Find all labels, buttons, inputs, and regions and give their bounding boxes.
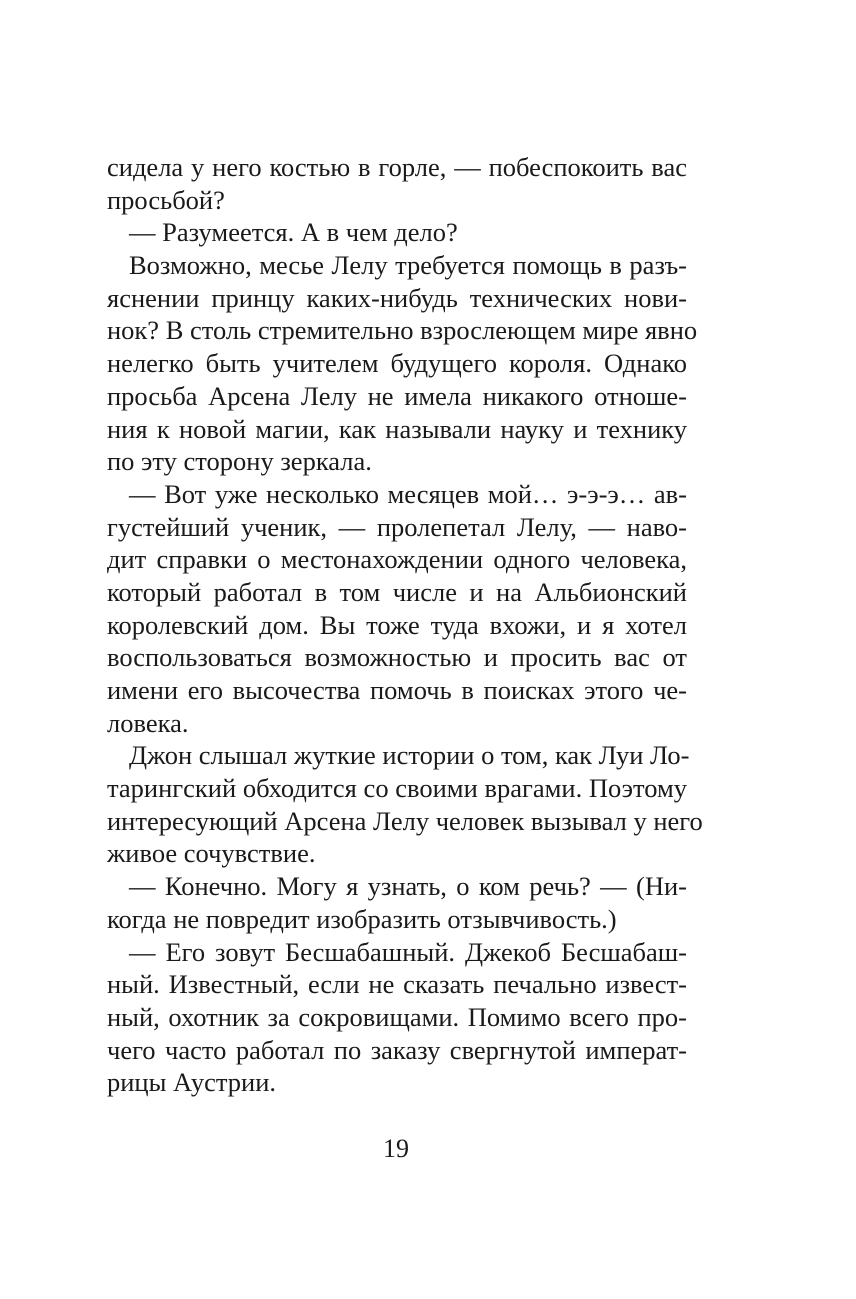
text-line: ния к новой магии, как называли науку и технику <box>107 413 687 444</box>
text-line: ный, охотник за сокровищами. Помимо всего про- <box>107 1001 687 1032</box>
text-line: имени его высочества помочь в поисках этого че- <box>107 675 687 705</box>
text-line: просьбой? <box>107 184 225 215</box>
text-line: когда не повредит изобразить отзывчивость.) <box>107 903 617 934</box>
text-line: живое сочувствие. <box>107 838 316 869</box>
text-line: тарингский обходится со своими врагами. Поэтому <box>107 773 687 804</box>
paragraph <box>107 870 687 935</box>
text-line: Джон слышал жуткие истории о том, как Луи Ло- <box>129 740 690 771</box>
text-line: по эту сторону зеркала. <box>107 446 372 477</box>
paragraph <box>107 151 687 216</box>
text-line: чего часто работал по заказу свергнутой императ- <box>107 1034 687 1065</box>
text-line: — Вот уже несколько месяцев мой… э-э-э… ав- <box>129 478 687 509</box>
text-line: ловека. <box>107 707 189 738</box>
text-line: Возможно, месье Лелу требуется помощь в разъ- <box>129 250 687 281</box>
text-line: просьба Арсена Лелу не имела никакого отноше- <box>107 380 687 411</box>
page-number: 19 <box>383 1134 409 1163</box>
paragraph <box>107 249 698 478</box>
paragraph <box>107 936 687 1099</box>
paragraph <box>107 478 687 740</box>
body-text <box>107 151 703 1099</box>
text-line: сидела у него костью в горле, — побеспокоить вас <box>107 152 687 182</box>
text-line: нелегко быть учителем будущего короля. Однако <box>107 348 687 379</box>
text-line: яснении принцу каких-нибудь технических нови- <box>107 282 687 313</box>
text-line: рицы Аустрии. <box>107 1067 277 1098</box>
text-line: — Его зовут Бесшабашный. Джекоб Бесшабаш- <box>129 936 687 967</box>
text-line: густейший ученик, — пролепетал Лелу, — наво- <box>107 511 687 542</box>
text-line: — Конечно. Могу я узнать, о ком речь? — (Ни- <box>129 871 687 902</box>
text-line: королевский дом. Вы тоже туда вхожи, и я хотел <box>107 609 687 640</box>
paragraph <box>107 739 703 870</box>
text-line: дит справки о местонахождении одного человека, <box>107 544 687 575</box>
text-line: ный. Известный, если не сказать печально извест- <box>107 969 687 1000</box>
text-line: воспользоваться возможностью и просить вас от <box>107 642 687 673</box>
text-line: интересующий Арсена Лелу человек вызывал у него <box>107 805 703 836</box>
text-line: который работал в том числе и на Альбионский <box>107 576 687 607</box>
text-line: — Разумеется. А в чем дело? <box>129 217 458 248</box>
text-line: нок? В столь стремительно взрослеющем мире явно <box>107 315 698 346</box>
paragraph <box>107 216 687 249</box>
